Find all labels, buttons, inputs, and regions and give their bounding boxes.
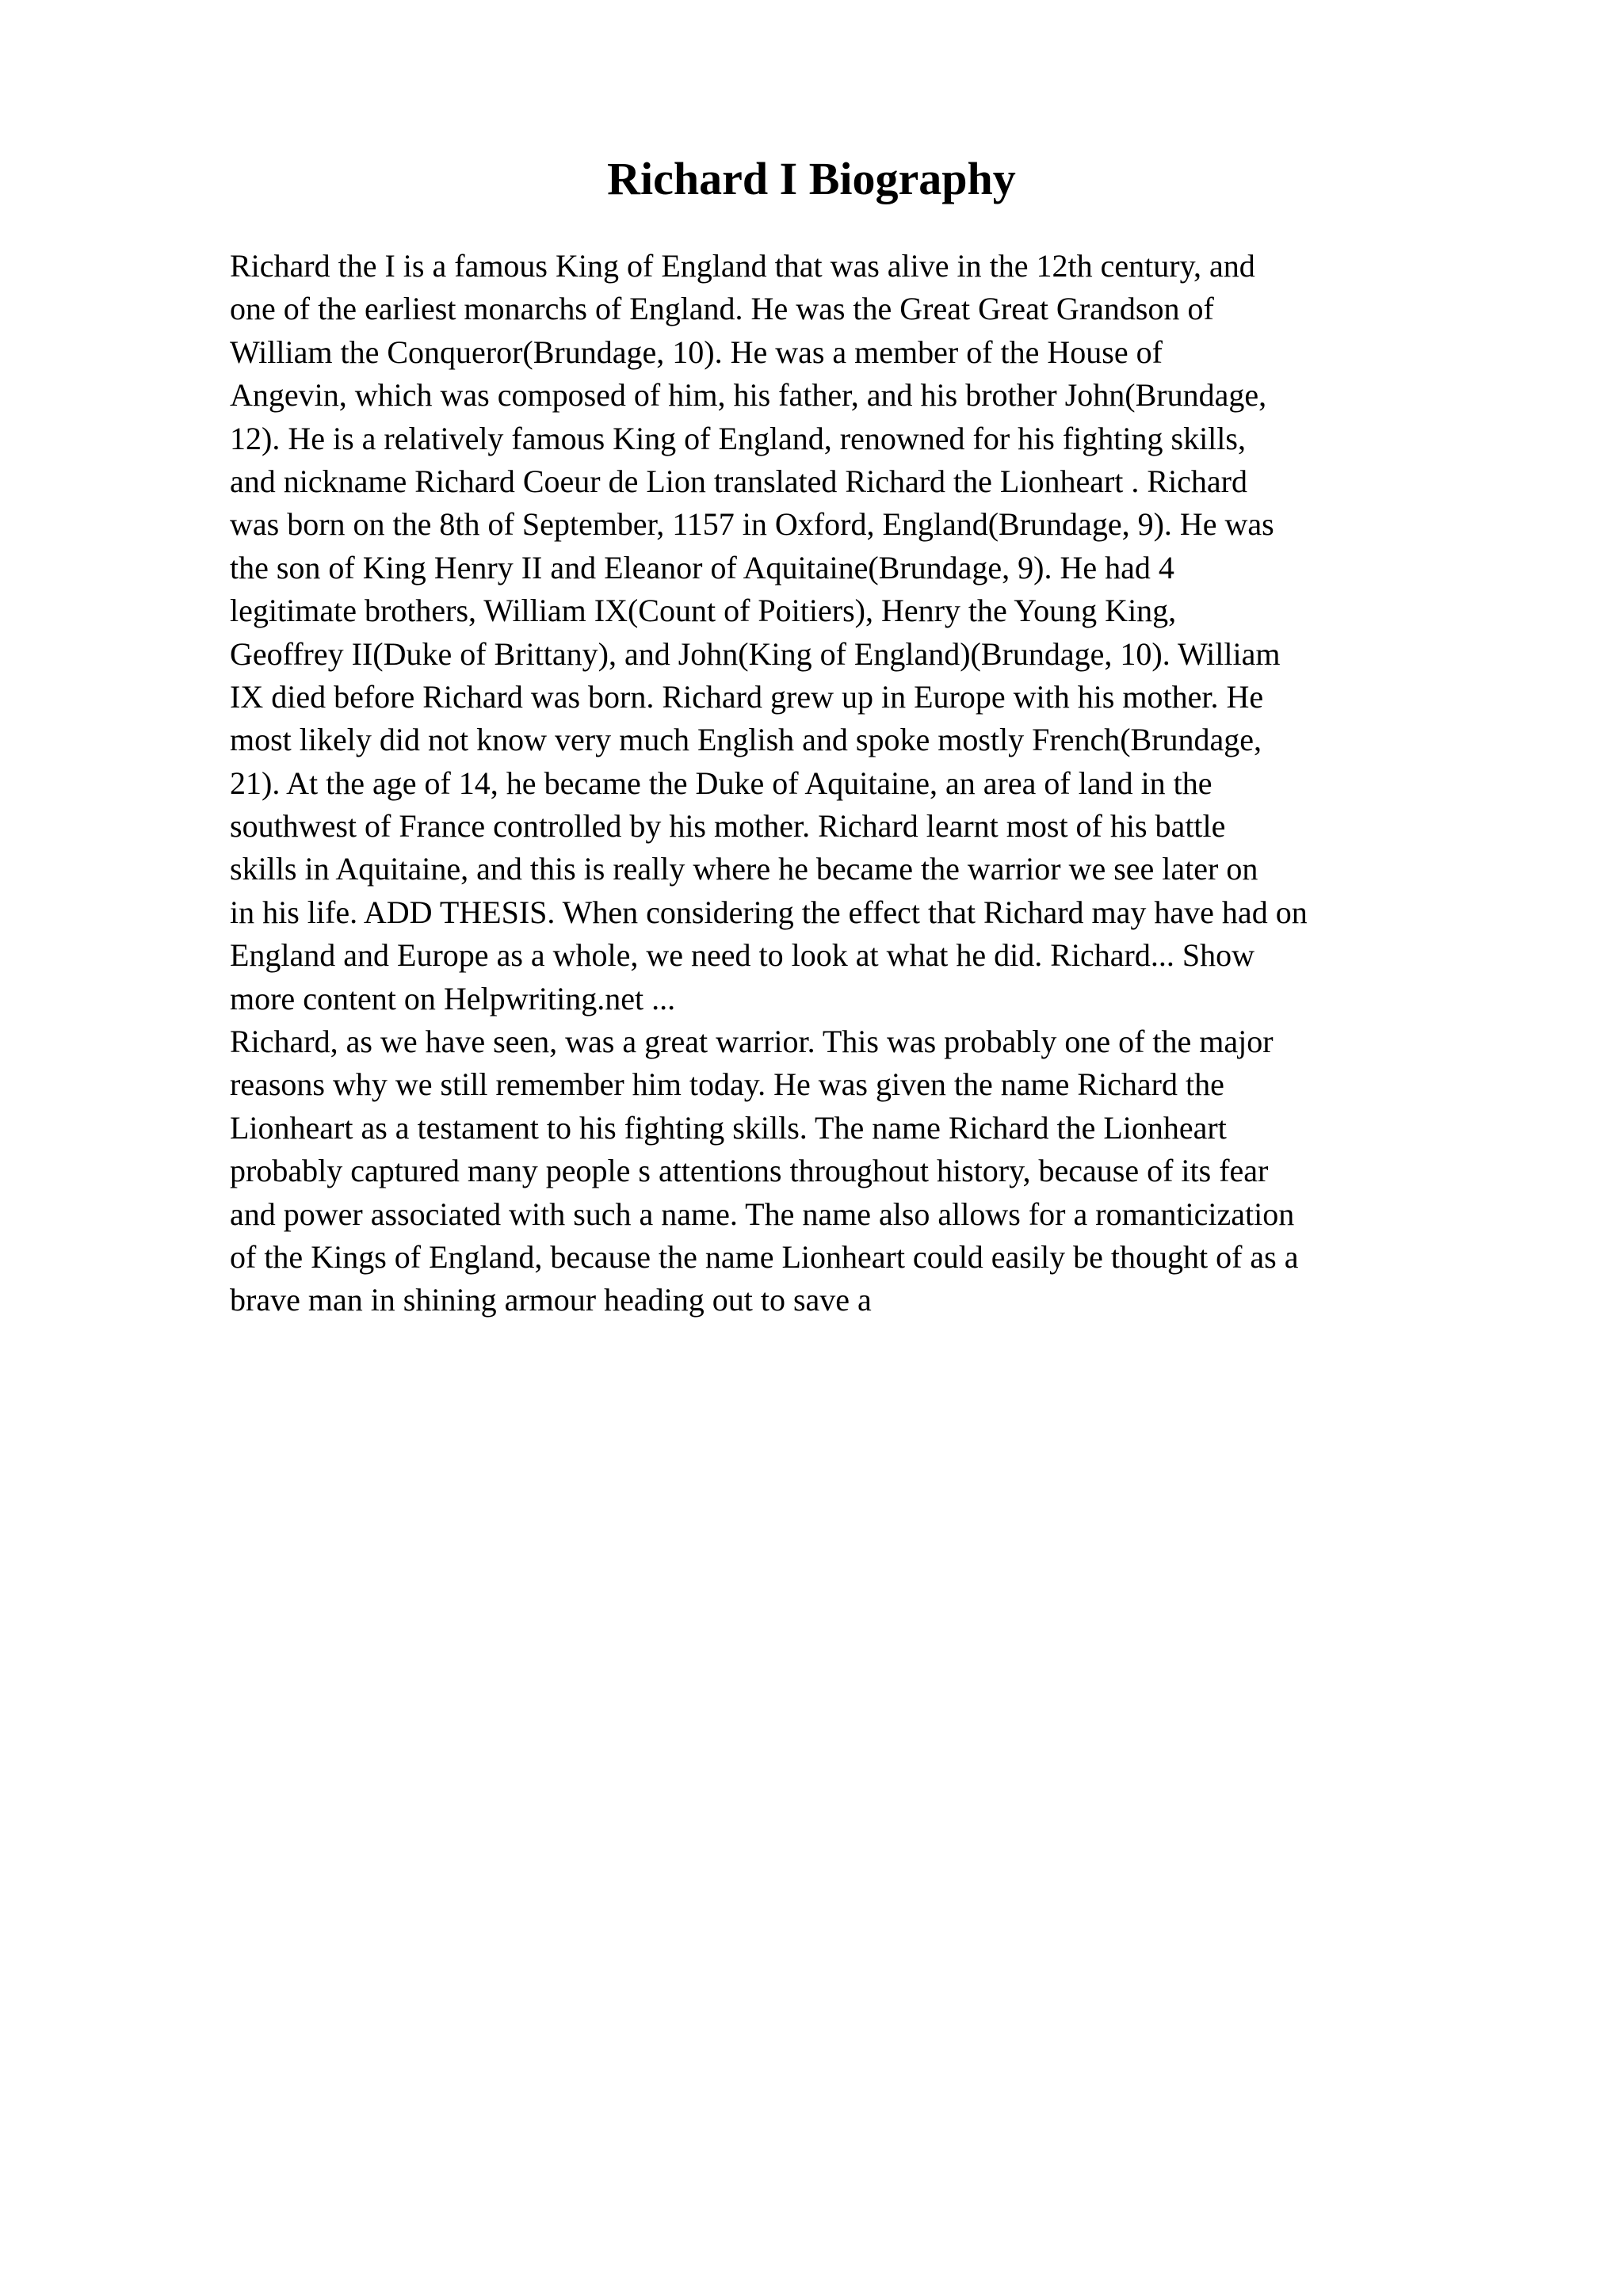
- text-line: 12). He is a relatively famous King of England, renowned for his fighting skills,: [230, 420, 1246, 456]
- text-line: of the Kings of England, because the name Lionheart could easily be thought of as a: [230, 1238, 1299, 1275]
- text-line: legitimate brothers, William IX(Count of Poitiers), Henry the Young King,: [230, 593, 1177, 629]
- page-title: Richard I Biography: [607, 153, 1016, 204]
- text-line: reasons why we still remember him today. He was given the name Richard the: [230, 1066, 1224, 1103]
- text-line: Lionheart as a testament to his fighting skills. The name Richard the Lionheart: [230, 1109, 1227, 1146]
- text-line: IX died before Richard was born. Richard grew up in Europe with his mother. He: [230, 678, 1264, 715]
- text-line: and power associated with such a name. The name also allows for a romanticization: [230, 1196, 1295, 1232]
- text-line: the son of King Henry II and Eleanor of Aquitaine(Brundage, 9). He had 4: [230, 549, 1174, 585]
- text-line: William the Conqueror(Brundage, 10). He was a member of the House of: [230, 334, 1163, 370]
- text-line: Geoffrey II(Duke of Brittany), and John(King of England)(Brundage, 10). William: [230, 635, 1281, 672]
- text-line: Richard, as we have seen, was a great warrior. This was probably one of the major: [230, 1024, 1274, 1060]
- text-line: brave man in shining armour heading out to save a: [230, 1282, 872, 1318]
- text-line: probably captured many people s attentions throughout history, because of its fear: [230, 1153, 1269, 1189]
- text-line: 21). At the age of 14, he became the Duke of Aquitaine, an area of land in the: [230, 765, 1212, 801]
- text-line: England and Europe as a whole, we need to look at what he did. Richard... Show: [230, 937, 1255, 974]
- text-line: Angevin, which was composed of him, his father, and his brother John(Brundage,: [230, 377, 1267, 414]
- text-line: was born on the 8th of September, 1157 in Oxford, England(Brundage, 9). He was: [230, 506, 1274, 543]
- text-line: Richard the I is a famous King of England that was alive in the 12th century, and: [230, 248, 1255, 284]
- text-line: skills in Aquitaine, and this is really where he became the warrior we see later on: [230, 851, 1258, 887]
- text-line: more content on Helpwriting.net ...: [230, 980, 676, 1016]
- text-line: in his life. ADD THESIS. When considering the effect that Richard may have had on: [230, 894, 1308, 930]
- body-text: [230, 245, 1529, 1322]
- text-line: southwest of France controlled by his mother. Richard learnt most of his battle: [230, 808, 1226, 845]
- text-line: one of the earliest monarchs of England. He was the Great Great Grandson of: [230, 291, 1214, 327]
- text-line: and nickname Richard Coeur de Lion translated Richard the Lionheart . Richard: [230, 463, 1248, 499]
- text-line: most likely did not know very much English and spoke mostly French(Brundage,: [230, 722, 1262, 758]
